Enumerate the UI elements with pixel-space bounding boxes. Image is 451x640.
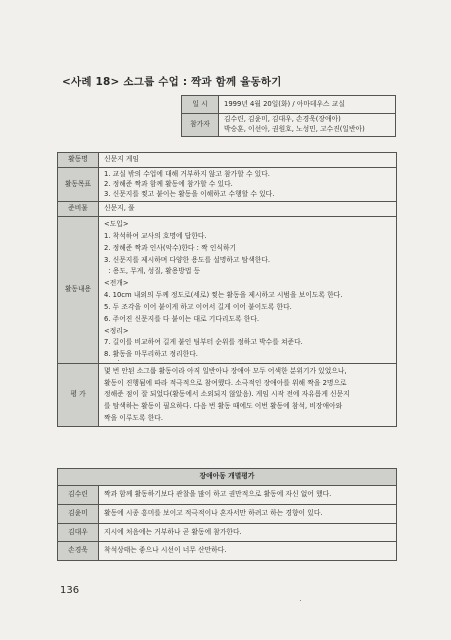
prep-label: 준비물 [58,202,99,217]
child-name: 김윤미 [58,504,99,523]
session-info-table [181,95,396,137]
content-line: 2. 정해준 짝과 인사(악수)한다 : 짝 인식하기 [104,243,237,252]
participants-value [219,114,396,137]
child-name: 김수린 [58,485,99,504]
scan-speck [300,600,301,601]
date-row [182,96,396,114]
content-line: 5. 두 조각을 이어 붙이게 하고 이어서 길게 이어 붙이도록 한다. [104,302,292,311]
goal-item: 1. 교실 밖의 수업에 대해 거부하지 않고 참가할 수 있다. [104,169,270,178]
content-line: 1. 착석하여 교사의 호명에 답한다. [104,232,207,241]
content-row [58,217,397,364]
evaluation-row [58,363,397,426]
goal-item: 3. 신문지를 찢고 붙이는 활동을 이해하고 수행할 수 있다. [104,189,275,198]
evaluation-label: 평 가 [58,363,99,426]
content-line: 6. 주어진 신문지를 다 붙이는 대로 기다리도록 한다. [104,314,260,323]
participants-line: 박승훈, 이선아, 권원호, 노성민, 고수진(일반아) [224,124,365,133]
content-line: <전개> [104,279,129,288]
goal-row [58,167,397,202]
content-line: <도입> [104,220,129,229]
page-number: 136 [60,585,80,596]
content-line: : 용도, 무게, 성질, 활용방법 등 [104,267,201,276]
content-list [99,217,397,364]
table-row [58,542,397,561]
table-row [58,485,397,504]
content-line: 8. 활동을 마무리하고 정리한다. [104,350,198,359]
activity-name-label: 활동명 [58,153,99,168]
individual-header-row [58,469,397,486]
evaluation-text [99,363,397,426]
date-value: 1999년 4월 20일(화) / 아마데우스 교실 [219,96,396,114]
participants-label: 참가자 [182,114,219,137]
participants-line: 김수린, 김윤미, 김대우, 손경욱(장애아) [224,115,341,123]
evaluation-line: 활동이 진행됨에 따라 적극적으로 참여했다. 소극적인 장애아를 위해 짝을 2명으로 [104,378,347,387]
content-line: 3. 신문지를 제시하며 다양한 용도를 설명하고 탐색한다. [104,255,271,264]
participants-row [182,114,396,137]
content-line: 7. 길이를 비교하여 길게 붙인 팀부터 순위를 정하고 박수를 쳐준다. [104,338,303,347]
content-line: <정리> [104,326,129,335]
scan-speck [118,360,119,361]
date-label: 일 시 [182,96,219,114]
child-name: 김대우 [58,523,99,542]
individual-header: 장애아동 개별평가 [58,469,397,486]
prep-row [58,202,397,217]
content-line: 4. 10cm 내외의 두께 정도로(세로) 찢는 활동을 제시하고 시범을 보이도록 한다. [104,291,343,300]
child-evaluation: 착석상태는 좋으나 시선이 너무 산만하다. [99,542,397,561]
child-name: 손경욱 [58,542,99,561]
goal-label: 활동목표 [58,167,99,202]
activity-name-value: 신문지 게임 [99,153,397,168]
individual-evaluation-table [57,468,397,561]
child-evaluation: 짝과 함께 활동하기보다 관찰을 많이 하고 권만적으로 활동에 자신 없어 했다. [99,485,397,504]
table-row [58,504,397,523]
child-evaluation: 활동에 시종 흥미를 보이고 적극적이나 혼자서만 하려고 하는 경향이 있다. [99,504,397,523]
table-row [58,523,397,542]
goal-item: 2. 정해준 짝과 함께 활동에 참가할 수 있다. [104,179,233,188]
case-title: <사례 18> 소그룹 수업 : 짝과 함께 율동하기 [62,76,282,88]
evaluation-line: 정해준 점이 잘 되었다(활동에서 소외되지 않았음). 게임 시작 전에 자유롭게 신문지 [104,390,350,399]
goal-list [99,167,397,202]
evaluation-line: 몇 번 안된 소그룹 활동이라 아직 일반아나 장애아 모두 어색한 분위기가 있었으나, [104,366,347,375]
content-label: 활동내용 [58,217,99,364]
evaluation-line: 짝을 이루도록 한다. [104,413,164,422]
prep-value: 신문지, 풀 [99,202,397,217]
activity-plan-table [57,152,397,427]
evaluation-line: 를 탐색하는 활동이 필요하다. 다음 번 활동 때에도 이번 활동에 참석, 비장애아와 [104,402,343,411]
child-evaluation: 지시에 처음에는 거부하나 곧 활동에 참가한다. [99,523,397,542]
activity-name-row [58,153,397,168]
